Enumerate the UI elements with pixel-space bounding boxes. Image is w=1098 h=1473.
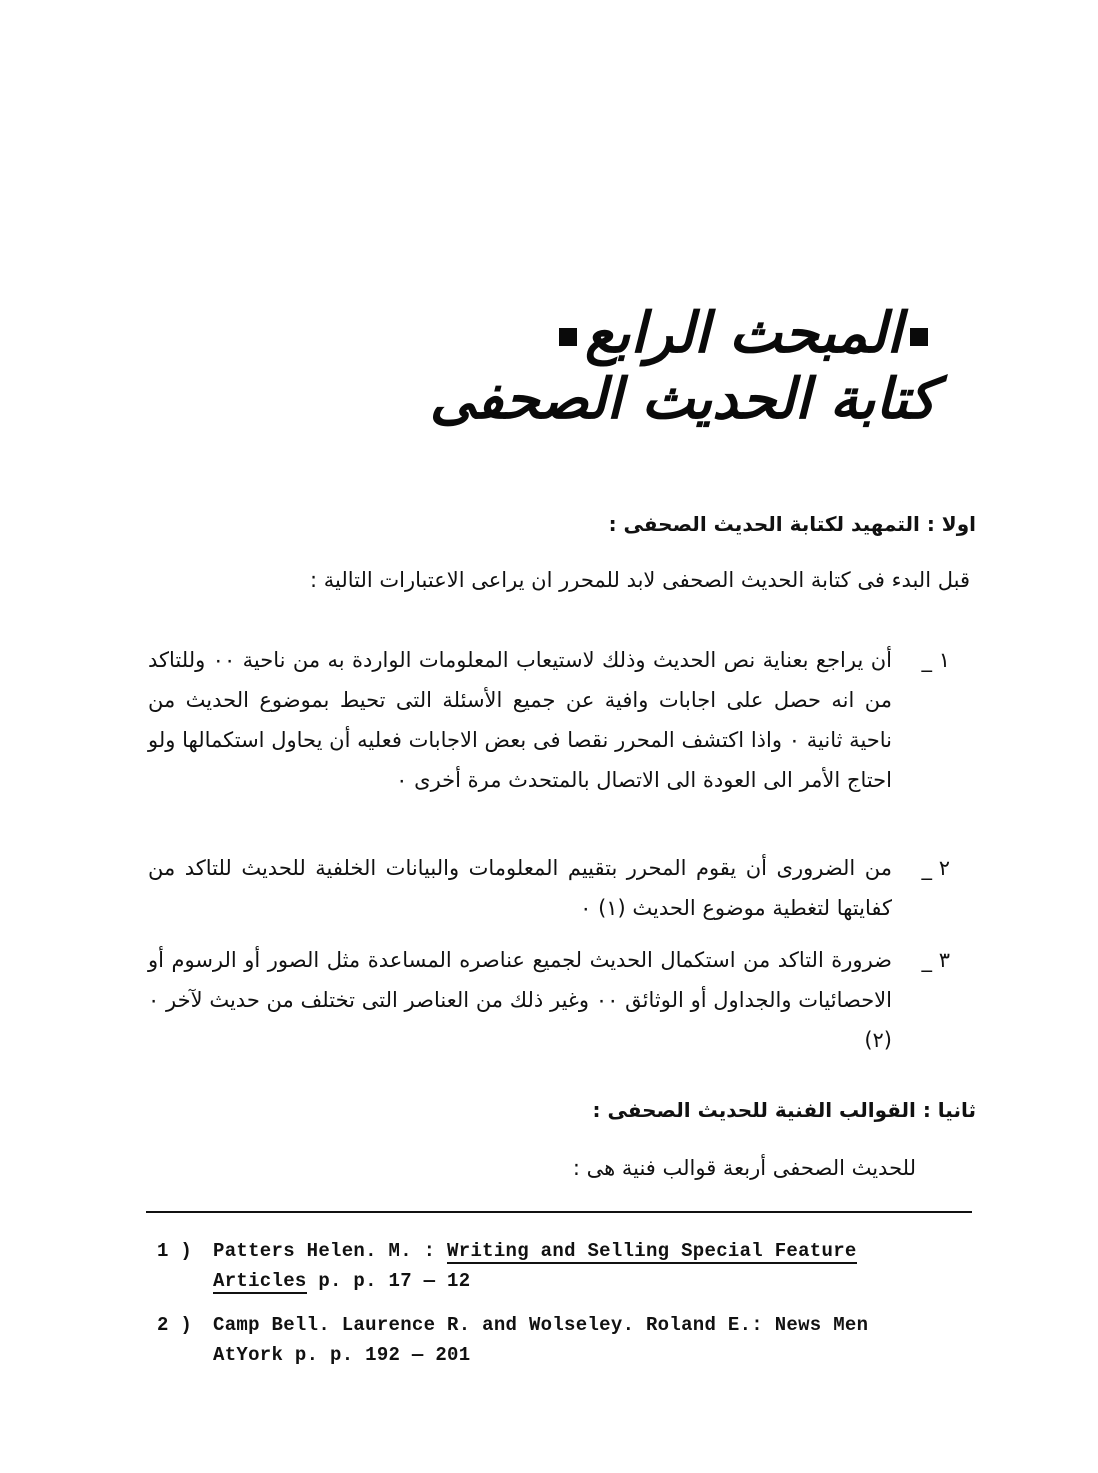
list-item-number: ١ _ xyxy=(921,648,950,672)
footnote-author: Patters Helen. M. : xyxy=(213,1240,448,1262)
footnote-text: Camp Bell. Laurence R. and Wolseley. Roland E.: News Men xyxy=(213,1314,869,1336)
chapter-number-title: المبحث الرابع xyxy=(376,300,936,366)
footnote-title: Articles xyxy=(213,1270,307,1292)
list-item-number: ٣ _ xyxy=(921,948,950,972)
list-item-number: ٢ _ xyxy=(921,856,950,880)
list-item-text: ضرورة التاكد من استكمال الحديث لجميع عناصره المساعدة مثل الصور أو الرسوم أو الاحصائيات والجداول أو الوثائق ٠٠ وغير ذلك من العناصر التى تختلف من حديث لآخر ٠ (٢) xyxy=(148,948,892,1052)
footnote xyxy=(157,1236,977,1296)
list-item xyxy=(148,640,948,800)
section-1-intro: قبل البدء فى كتابة الحديث الصحفى لابد للمحرر ان يراعى الاعتبارات التالية : xyxy=(309,568,970,592)
footnote-text: AtYork p. p. 192 — 201 xyxy=(213,1344,471,1366)
square-bullet-icon xyxy=(559,328,577,346)
chapter-heading xyxy=(376,300,936,432)
chapter-title: كتابة الحديث الصحفى xyxy=(429,366,936,433)
footnote-pages: p. p. 17 — 12 xyxy=(306,1270,471,1292)
section-1-title: اولا : التمهيد لكتابة الحديث الصحفى : xyxy=(608,512,976,536)
footnote-number: 2 ) xyxy=(157,1314,193,1336)
section-2-intro: للحديث الصحفى أربعة قوالب فنية هى : xyxy=(572,1156,916,1180)
section-2-title: ثانيا : القوالب الفنية للحديث الصحفى : xyxy=(592,1098,976,1122)
list-item-text: أن يراجع بعناية نص الحديث وذلك لاستيعاب المعلومات الواردة به من ناحية ٠٠ وللتاكد من انه حصل على اجابات وافية عن جميع الأسئلة التى تحيط بموضوع الحديث من ناحية ثانية ٠ واذا اكتشف المحرر نقصا فى بعض الاجابات فعليه أن يحاول استكمالها ولو احتاج الأمر الى العودة الى الاتصال بالمتحدث مرة أخرى ٠ xyxy=(148,648,893,792)
list-item xyxy=(148,848,948,928)
footnote-divider xyxy=(146,1211,972,1213)
list-item-text: من الضرورى أن يقوم المحرر بتقييم المعلومات والبيانات الخلفية للحديث للتاكد من كفايتها لتغطية موضوع الحديث (١) ٠ xyxy=(148,856,892,920)
list-item xyxy=(148,940,948,1060)
square-bullet-icon xyxy=(910,328,928,346)
footnote xyxy=(157,1310,977,1370)
footnote-number: 1 ) xyxy=(157,1240,193,1262)
footnote-title: Writing and Selling Special Feature xyxy=(447,1240,857,1262)
